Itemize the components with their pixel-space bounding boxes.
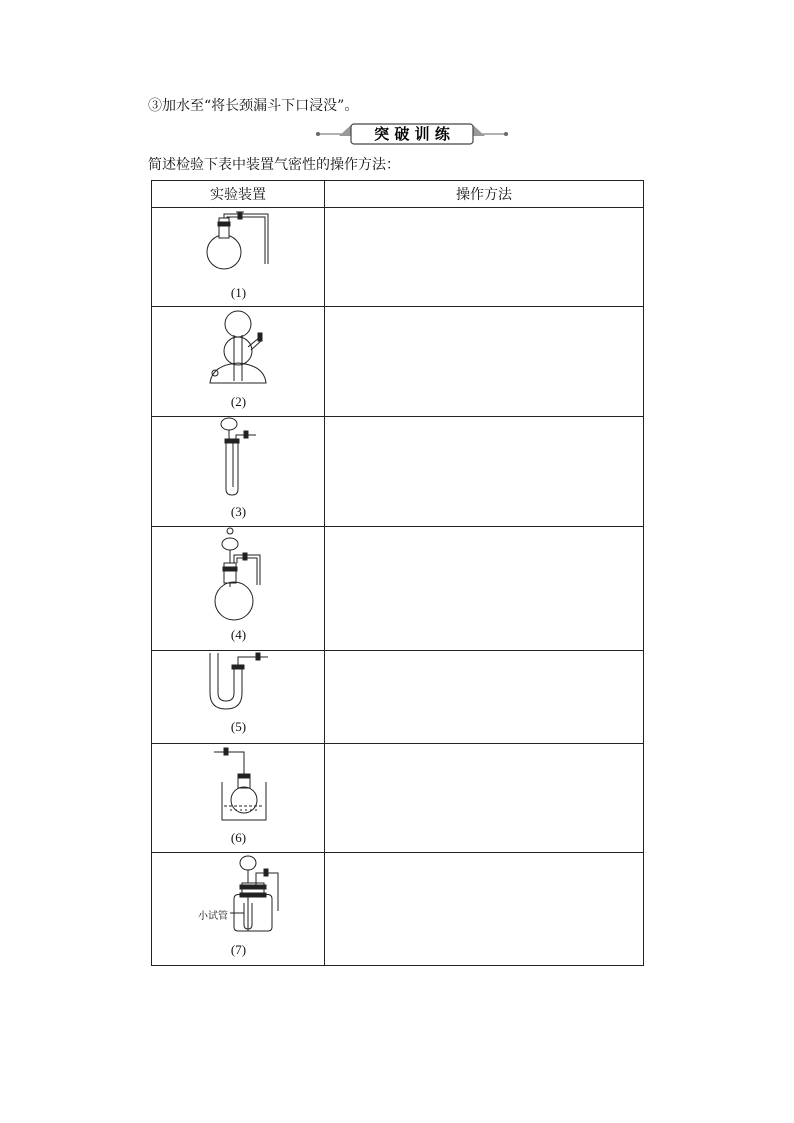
table-row [152, 651, 644, 744]
row-label: (7) [230, 942, 247, 957]
method-cell[interactable] [325, 744, 644, 853]
method-cell[interactable] [325, 651, 644, 744]
method-cell[interactable] [325, 853, 644, 966]
apparatus-cell [152, 651, 325, 744]
banner-frame-icon [315, 122, 509, 146]
method-cell[interactable] [325, 417, 644, 527]
table-row [152, 417, 644, 527]
header-apparatus: 实验装置 [152, 181, 325, 208]
table-row [152, 208, 644, 307]
apparatus-table [151, 180, 644, 966]
table-row [152, 527, 644, 651]
row-label: (4) [230, 627, 247, 642]
row-label: (1) [230, 285, 247, 300]
banner-title: 突 破 训 练 [374, 125, 450, 143]
table-row [152, 853, 644, 966]
apparatus-cell [152, 853, 325, 966]
small-tube-label: 小试管 [198, 911, 228, 922]
row-label: (5) [230, 719, 247, 734]
table-row [152, 307, 644, 417]
apparatus-cell [152, 744, 325, 853]
row-label: (6) [230, 830, 247, 845]
apparatus-cell [152, 307, 325, 417]
row-label: (3) [230, 504, 247, 519]
method-cell[interactable] [325, 527, 644, 651]
apparatus-cell [152, 208, 325, 307]
header-method: 操作方法 [325, 181, 644, 208]
section-banner [315, 122, 509, 146]
method-cell[interactable] [325, 307, 644, 417]
method-cell[interactable] [325, 208, 644, 307]
table-row [152, 744, 644, 853]
step-3-text: ③加水至“将长颈漏斗下口浸没”。 [148, 98, 359, 114]
apparatus-cell [152, 527, 325, 651]
intro-text: 简述检验下表中装置气密性的操作方法： [148, 157, 400, 173]
row-label: (2) [230, 394, 247, 409]
apparatus-cell [152, 417, 325, 527]
